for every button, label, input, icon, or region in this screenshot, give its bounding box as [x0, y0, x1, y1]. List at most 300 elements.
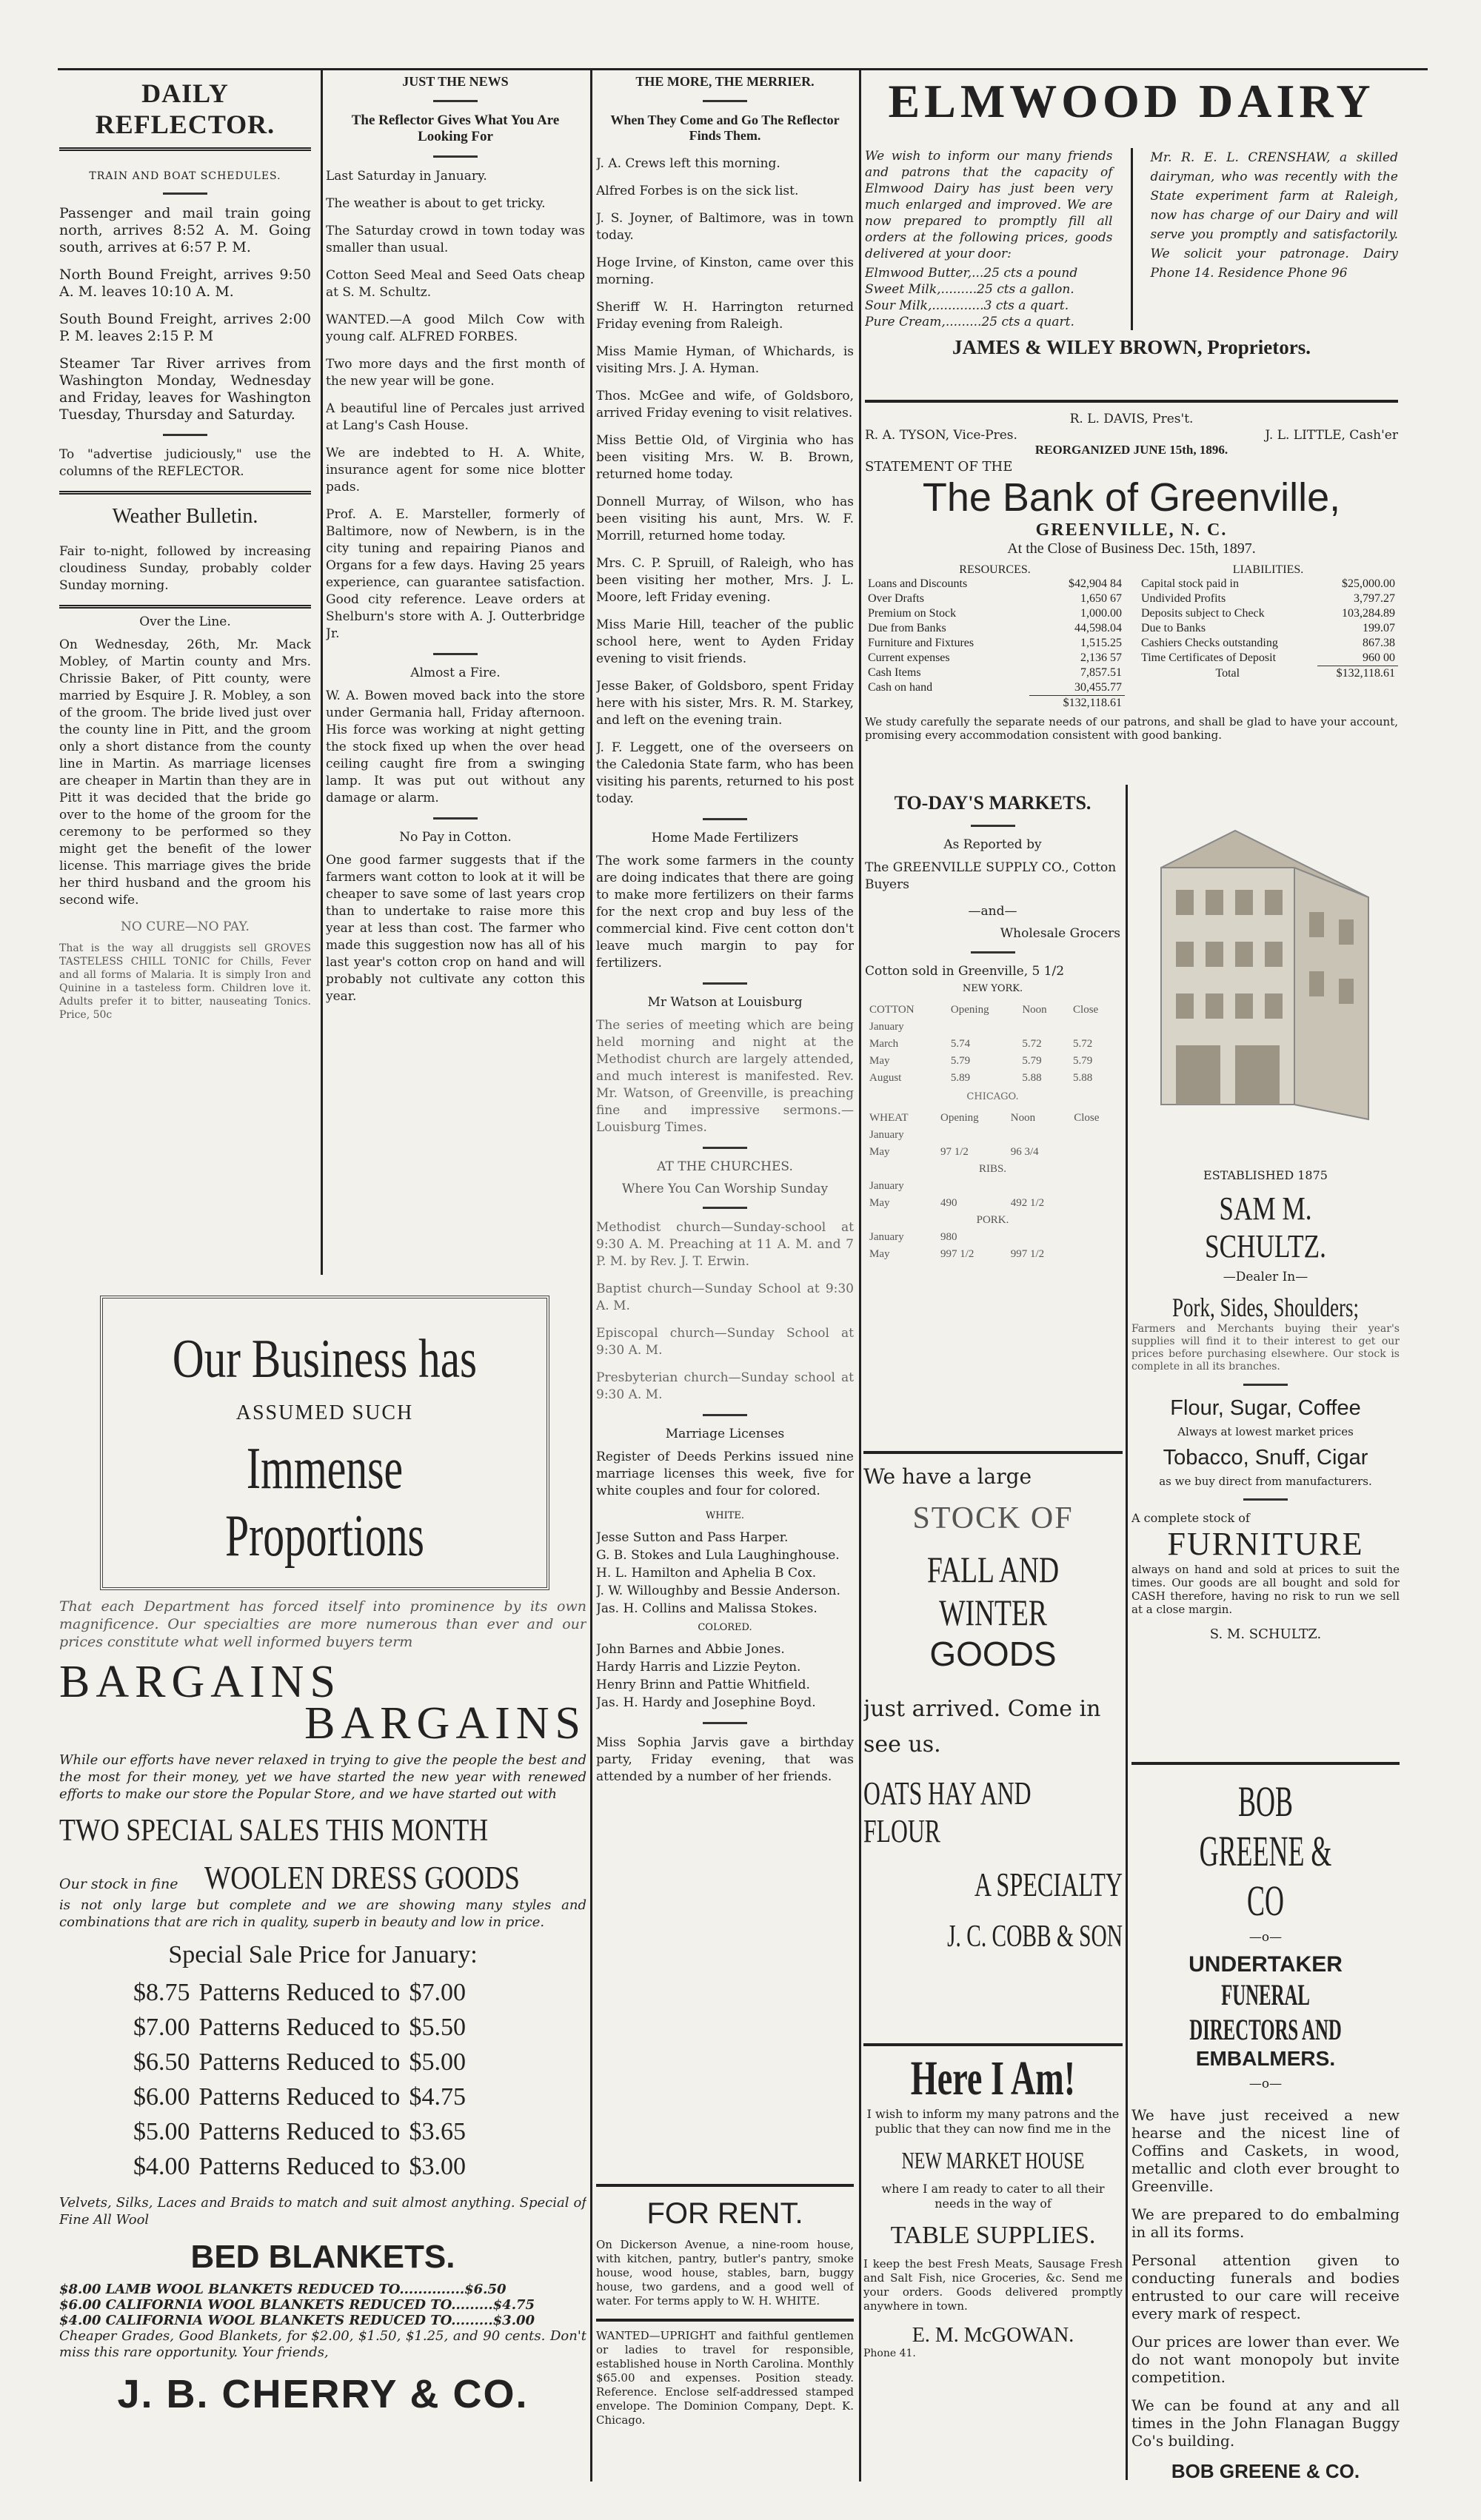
blankets-heading: BED BLANKETS. — [190, 2239, 455, 2275]
woolen-goods: WOOLEN DRESS GOODS — [204, 1860, 520, 1896]
fertilizers-text: The work some farmers in the county are doing indicates that there are going to make more fertilizers on their farms for the next crop and buy less of the commercial kind. Five cent cotton don't leave much margin to pay for fertilizers. — [596, 854, 854, 971]
markets-heading: TO-DAY'S MARKETS. — [894, 792, 1091, 814]
dairy-price: Pure Cream,.........25 cts a quart. — [865, 315, 1074, 329]
market-header-cell: Noon — [1010, 1112, 1036, 1124]
market-header-row — [865, 1002, 1120, 1019]
market-cell — [1069, 1195, 1120, 1212]
bank-close-date: At the Close of Business Dec. 15th, 1897. — [1007, 540, 1256, 557]
ledger-label: Due from Banks — [868, 622, 946, 634]
here-text-3: I keep the best Fresh Meats, Sausage Fresh and Salt Fish, nice Groceries, &c. Send me your orders. Goods delivered promptly anywhere in town. — [863, 2257, 1123, 2313]
news-item: A beautiful line of Percales just arrived at Lang's Cash House. — [326, 401, 585, 433]
license-item: J. W. Willoughby and Bessie Anderson. — [596, 1584, 840, 1598]
schultz-tobacco: Tobacco, Snuff, Cigar — [1163, 1446, 1368, 1470]
pattern-row — [133, 2080, 586, 2114]
news-subheading: The Reflector Gives What You Are Looking For — [351, 113, 560, 144]
bank-name: The Bank of Greenville, — [922, 475, 1341, 520]
market-cell — [1006, 1229, 1069, 1246]
greene-signature: BOB GREENE & CO. — [1171, 2460, 1360, 2482]
bank-footer: We study carefully the separate needs of our patrons, and shall be glad to have your account, promising every accommodation consistent with good banking. — [865, 715, 1398, 742]
market-cell: 997 1/2 — [940, 1248, 974, 1260]
watson-text: The series of meeting which are being held morning and night at the Methodist church are largely attended, and much interest is manifested. Rev. Mr. Watson, of Greenville, is preaching fine and impressive sermons.—Louisburg Times. — [596, 1018, 854, 1135]
bargains-2: BARGAINS — [304, 1698, 586, 1749]
ledger-label: Loans and Discounts — [868, 577, 968, 590]
market-cell: August — [869, 1072, 902, 1084]
news-item: WANTED.—A good Milch Cow with young calf. ALFRED FORBES. — [326, 312, 585, 344]
fire-heading: Almost a Fire. — [410, 666, 501, 680]
greene-paragraph: We can be found at any and all times in the John Flanagan Buggy Co's building. — [1131, 2396, 1400, 2450]
schedules-heading: TRAIN AND BOAT SCHEDULES. — [89, 170, 281, 182]
church-item: Methodist church—Sunday-school at 9:30 A. M. Preaching at 11 A. M. and 7 P. M. by Rev. J. T. Erwin. — [596, 1220, 854, 1269]
market-header-cell: WHEAT — [869, 1112, 909, 1124]
ledger-total: $132,118.61 — [1029, 696, 1125, 711]
greene-paragraph: Our prices are lower than ever. We do not want monopoly but invite competition. — [1131, 2333, 1400, 2386]
church-item: Presbyterian church—Sunday school at 9:30 A. M. — [596, 1370, 854, 1402]
news-item: Two more days and the first month of the new year will be gone. — [326, 357, 585, 389]
blanket-line: $6.00 CALIFORNIA WOOL BLANKETS REDUCED TO.........$4.75 — [59, 2297, 535, 2313]
colored-label: COLORED. — [698, 1622, 752, 1633]
white-label: WHITE. — [705, 1510, 745, 1521]
wanted-text: WANTED—UPRIGHT and faithful gentlemen or ladies to travel for responsible, established house in North Carolina. Monthly $65.00 and expenses. Position steady. Reference. Enclose self-addressed stamped envelope. The Dominion Company, Dept. K. Chicago. — [596, 2329, 854, 2427]
ledger-label: Capital stock paid in — [1141, 577, 1239, 590]
velvets-text: Velvets, Silks, Laces and Braids to match and suit almost anything. Special of Fine All Wool — [59, 2195, 586, 2228]
dairy-proprietors: JAMES & WILEY BROWN, Proprietors. — [952, 336, 1311, 358]
license-item: Hardy Harris and Lizzie Peyton. — [596, 1660, 801, 1675]
pattern-row — [133, 2149, 586, 2184]
pattern-label: Patterns Reduced to — [198, 2153, 401, 2180]
schultz-ad — [1131, 786, 1400, 1756]
cobb-goods: GOODS — [929, 1635, 1057, 1673]
market-label: RIBS. — [978, 1163, 1007, 1175]
dairy-price: Sweet Milk,.........25 cts a gallon. — [865, 282, 1074, 297]
market-cell: 980 — [940, 1231, 957, 1243]
woolen-text: is not only large but complete and we are showing many styles and combinations that are rich in quality, superb in beauty and low in price. — [59, 1897, 586, 1930]
market-cell: 5.79 — [1073, 1055, 1093, 1067]
market-row — [865, 1246, 1120, 1263]
license-item: H. L. Hamilton and Aphelia B Cox. — [596, 1566, 817, 1581]
ledger-amount: 103,284.89 — [1342, 607, 1395, 620]
market-cell — [1069, 1229, 1120, 1246]
market-header-cell: COTTON — [869, 1004, 915, 1016]
pattern-label: Patterns Reduced to — [198, 2014, 401, 2041]
ledger-total-label: Total — [1215, 666, 1240, 680]
market-cell — [936, 1178, 1006, 1195]
over-line-heading: Over the Line. — [139, 614, 231, 629]
personal-item: Mrs. C. P. Spruill, of Raleigh, who has been visiting her mother, Mrs. J. L. Moore, left Friday evening. — [596, 556, 854, 605]
two-sales: TWO SPECIAL SALES THIS MONTH — [59, 1814, 489, 1848]
pattern-label: Patterns Reduced to — [198, 1979, 401, 2006]
divider — [703, 1722, 747, 1724]
paragraph: South Bound Freight, arrives 2:00 P. M. leaves 2:15 P. M — [59, 311, 311, 344]
license-item: Jas. H. Collins and Malissa Stokes. — [596, 1601, 818, 1616]
stock-fine: Our stock in fine — [59, 1876, 178, 1892]
here-signature: E. M. McGOWAN. — [912, 2324, 1074, 2347]
market-cell: 490 — [940, 1197, 957, 1209]
markets-grocers: Wholesale Grocers — [1000, 926, 1120, 941]
divider — [703, 1414, 747, 1416]
pattern-label: Patterns Reduced to — [198, 2083, 401, 2111]
market-cell: January — [869, 1129, 904, 1141]
cobb-specialty: A SPECIALTY — [974, 1866, 1123, 1903]
divider — [703, 818, 747, 820]
personal-item: Hoge Irvine, of Kinston, came over this morning. — [596, 255, 854, 287]
news-item: Cotton Seed Meal and Seed Oats cheap at S. M. Schultz. — [326, 268, 585, 300]
ledger-row — [865, 680, 1125, 696]
market-row — [865, 1019, 1120, 1036]
cherry-intro: That each Department has forced itself into prominence by its own magnificence. Our specialties are more numerous than ever and our prices constitute what well informed buyers term — [59, 1598, 586, 1650]
cherry-ad — [59, 1288, 586, 2480]
market-cell: January — [869, 1180, 904, 1192]
market-row — [865, 1195, 1120, 1212]
market-cell: March — [869, 1038, 899, 1050]
greene-dash-2: —o— — [1248, 2077, 1283, 2091]
market-cell: May — [869, 1248, 890, 1260]
ledger-amount: 199.07 — [1363, 622, 1395, 634]
market-cell: May — [869, 1055, 890, 1067]
bank-cashier: J. L. LITTLE, Cash'er — [1265, 428, 1398, 443]
blanket-line: $4.00 CALIFORNIA WOOL BLANKETS REDUCED TO.........$3.00 — [59, 2313, 535, 2328]
paragraph: Steamer Tar River arrives from Washington Monday, Wednesday and Friday, leaves for Washington Tuesday, Thursday and Saturday. — [59, 355, 311, 423]
reported-by: As Reported by — [943, 837, 1042, 852]
ledger-label: Undivided Profits — [1141, 592, 1226, 605]
greene-paragraph: We are prepared to do embalming in all its forms. — [1131, 2205, 1400, 2241]
pattern-row — [133, 2010, 586, 2045]
cotton-local: Cotton sold in Greenville, 5 1/2 — [865, 964, 1065, 979]
divider — [433, 653, 478, 655]
market-cell: 5.88 — [1022, 1072, 1042, 1084]
market-cell — [1006, 1178, 1069, 1195]
market-cell: 5.89 — [950, 1072, 971, 1084]
ledger-label: Due to Banks — [1141, 622, 1206, 634]
ledger-amount: $25,000.00 — [1342, 577, 1395, 590]
here-i-am-title: Here I Am! — [910, 2051, 1076, 2105]
pattern-row — [133, 2045, 586, 2080]
greene-paragraph: Personal attention given to conducting funerals and bodies entrusted to our care will receive every mark of respect. — [1131, 2251, 1400, 2322]
pattern-new-price: $3.65 — [409, 2118, 466, 2145]
column-rule — [321, 68, 323, 1275]
ledger-row — [865, 592, 1125, 606]
greene-undertaker: UNDERTAKER — [1189, 1952, 1343, 1977]
market-cell — [1069, 1127, 1120, 1144]
cherry-signature: J. B. CHERRY & CO. — [117, 2372, 529, 2416]
market-cell: 5.79 — [1022, 1055, 1042, 1067]
market-cell: May — [869, 1146, 890, 1158]
no-cure-heading: NO CURE—NO PAY. — [121, 919, 250, 934]
pattern-new-price: $5.50 — [409, 2014, 466, 2041]
market-cell: January — [869, 1021, 904, 1033]
churches-sub: Where You Can Worship Sunday — [621, 1182, 829, 1196]
cobb-intro: We have a large — [863, 1464, 1032, 1489]
cotton-text: One good farmer suggests that if the farmers want cotton to look at it will be cheaper to save some of last years crop than to undertake to raise more this year at less than cost. The farmer who made this suggestion now has all of his last year's cotton crop on hand and will probably not cultivate any cotton this year. — [326, 853, 585, 1004]
paragraph: To "advertise judiciously," use the columns of the REFLECTOR. — [59, 447, 311, 479]
greene-embalmers: EMBALMERS. — [1195, 2047, 1336, 2070]
schultz-furniture-text: always on hand and sold at prices to suit the times. Our goods are all bought and sold for CASH therefore, having no risk to run we sell at a close margin. — [1131, 1563, 1400, 1616]
pattern-new-price: $7.00 — [409, 1979, 466, 2006]
double-rule — [59, 491, 311, 495]
bank-statement-of: STATEMENT OF THE — [865, 459, 1013, 475]
resources-heading: RESOURCES. — [959, 563, 1031, 576]
paragraph: Passenger and mail train going north, arrives 8:52 A. M. Going south, arrives at 6:57 P. M. — [59, 205, 311, 255]
special-sale: Special Sale Price for January: — [168, 1941, 478, 1968]
cobb-just-arrived: just arrived. Come in see us. — [863, 1696, 1101, 1757]
divider — [703, 1207, 747, 1209]
here-market: NEW MARKET HOUSE — [901, 2147, 1085, 2174]
markets-firm: The GREENVILLE SUPPLY CO., Cotton Buyers — [865, 860, 1117, 892]
bank-reorganized: REORGANIZED JUNE 15th, 1896. — [1034, 443, 1228, 457]
markets-and: —and— — [968, 904, 1017, 919]
bank-statement — [865, 400, 1398, 780]
chicago-label: CHICAGO. — [966, 1091, 1019, 1102]
headline-proportions: Immense Proportions — [225, 1436, 424, 1569]
headline-assumed: ASSUMED SUCH — [235, 1401, 414, 1424]
ledger-label: Cash Items — [868, 666, 921, 679]
market-cell — [1017, 1019, 1069, 1036]
bank-president: R. L. DAVIS, Pres't. — [1069, 412, 1194, 426]
market-cell — [1006, 1127, 1069, 1144]
ledger-label: Cash on hand — [868, 681, 933, 694]
churches-heading: AT THE CHURCHES. — [657, 1159, 793, 1174]
market-cell — [936, 1127, 1006, 1144]
ledger-total-label — [865, 696, 1029, 711]
dairy-price: Elmwood Butter,...25 cts a pound — [865, 266, 1078, 281]
schultz-dealer: —Dealer In— — [1223, 1270, 1308, 1284]
column-rule — [859, 68, 861, 2482]
market-label: PORK. — [976, 1214, 1009, 1226]
new-york-label: NEW YORK. — [962, 983, 1023, 994]
paragraph: North Bound Freight, arrives 9:50 A. M. leaves 10:10 A. M. — [59, 267, 311, 300]
news-item: Prof. A. E. Marsteller, formerly of Baltimore, now of Newbern, is in the city tuning and repairing Pianos and Organs for a few days. Having 25 years experience, can guarantee satisfaction. Good city reference. Leave orders at Shelburn's store with A. J. Outterbridge Jr. — [326, 507, 585, 641]
pattern-label: Patterns Reduced to — [198, 2118, 401, 2145]
liabilities-heading: LIABILITIES. — [1232, 563, 1304, 576]
schultz-items: Pork, Sides, Shoulders; — [1171, 1293, 1360, 1322]
schultz-farmers: Farmers and Merchants buying their year's supplies will find it to their interest to get our prices before purchasing elsewhere. Our stock is complete in all its branches. — [1131, 1323, 1400, 1373]
liabilities-table — [1138, 577, 1398, 681]
greene-ad — [1131, 1762, 1400, 2483]
ledger-amount: 2,136 57 — [1080, 651, 1122, 664]
ledger-label: Deposits subject to Check — [1141, 607, 1265, 620]
pattern-old-price: $5.00 — [133, 2118, 190, 2145]
ledger-label: Premium on Stock — [868, 607, 957, 620]
chicago-table — [865, 1110, 1120, 1263]
personal-item: Sheriff W. H. Harrington returned Friday evening from Raleigh. — [596, 300, 854, 332]
ledger-label: Cashiers Checks outstanding — [1141, 637, 1278, 649]
ledger-total: $132,118.61 — [1317, 666, 1398, 682]
market-header-row — [865, 1110, 1120, 1127]
divider — [703, 1147, 747, 1149]
ledger-amount: 7,857.51 — [1080, 666, 1122, 679]
greene-paragraph: We have just received a new hearse and the nicest line of Coffins and Caskets, in wood, metallic and cloth ever brought to Greenville. — [1131, 2106, 1400, 2195]
pattern-list — [133, 1975, 586, 2184]
news-heading: JUST THE NEWS — [402, 74, 509, 89]
market-header-cell: Opening — [940, 1112, 979, 1124]
weather-text: Fair to-night, followed by increasing cloudiness Sunday, probably colder Sunday morning. — [59, 544, 311, 593]
ledger-row — [1138, 621, 1398, 636]
market-row — [865, 1036, 1120, 1053]
market-header-cell: Noon — [1022, 1004, 1047, 1016]
personal-item: Alfred Forbes is on the sick list. — [596, 184, 799, 198]
market-header-cell: Close — [1073, 1004, 1099, 1016]
schultz-flour: Flour, Sugar, Coffee — [1170, 1396, 1361, 1420]
market-cell: 5.72 — [1073, 1038, 1093, 1050]
licenses-heading: Marriage Licenses — [665, 1427, 785, 1441]
building-illustration — [1146, 808, 1385, 1164]
blanket-line: $8.00 LAMB WOOL BLANKETS REDUCED TO..............$6.50 — [59, 2282, 507, 2297]
dairy-price: Sour Milk,.............3 cts a quart. — [865, 298, 1069, 313]
building-engraving — [1146, 808, 1385, 1164]
column-rule — [1126, 785, 1128, 2480]
ledger-row — [1138, 592, 1398, 606]
divider — [1243, 1384, 1288, 1386]
pattern-label: Patterns Reduced to — [198, 2048, 401, 2076]
ledger-amount: 1,515.25 — [1080, 637, 1122, 649]
licenses-text: Register of Deeds Perkins issued nine marriage licenses this week, five for white couples and four for colored. — [596, 1450, 854, 1498]
personal-item: Miss Marie Hill, teacher of the public school here, went to Ayden Friday evening to visit friends. — [596, 617, 854, 666]
divider — [433, 100, 478, 102]
ledger-amount: 44,598.04 — [1074, 622, 1122, 634]
pattern-new-price: $5.00 — [409, 2048, 466, 2076]
market-header-cell: Close — [1074, 1112, 1100, 1124]
schultz-name: SAM M. SCHULTZ. — [1205, 1190, 1326, 1264]
fertilizers-heading: Home Made Fertilizers — [651, 831, 799, 845]
for-rent-title: FOR RENT. — [646, 2197, 803, 2230]
divider — [971, 951, 1015, 954]
market-row — [865, 1053, 1120, 1070]
pattern-new-price: $3.00 — [409, 2153, 466, 2180]
license-item: John Barnes and Abbie Jones. — [596, 1642, 785, 1657]
watson-heading: Mr Watson at Louisburg — [647, 995, 803, 1010]
market-cell: 5.79 — [950, 1055, 971, 1067]
dairy-right-text: Mr. R. E. L. CRENSHAW, a skilled dairyman, who was recently with the State experiment farm at Raleigh, now has charge of our Dairy and will serve you promptly and satisfactorily. We solicit your patronage. Dairy Phone 14. Residence Phone 96 — [1150, 150, 1398, 281]
market-row — [865, 1144, 1120, 1161]
mcgowan-ad — [863, 2043, 1123, 2483]
cobb-oats: OATS HAY AND FLOUR — [863, 1775, 1032, 1849]
market-row — [865, 1229, 1120, 1246]
fire-text: W. A. Bowen moved back into the store under Germania hall, Friday afternoon. His force was working at night getting the stock fixed up when the over head ceiling caught fire from a swinging lamp. It was put out without any damage or alarm. — [326, 688, 585, 805]
personal-item: J. S. Joyner, of Baltimore, was in town today. — [596, 211, 854, 243]
here-supplies: TABLE SUPPLIES. — [890, 2222, 1096, 2249]
here-text-2: where I am ready to cater to all their needs in the way of — [881, 2182, 1105, 2211]
headline-business: Our Business has — [172, 1329, 478, 1390]
dairy-ad — [865, 74, 1398, 400]
for-rent-text: On Dickerson Avenue, a nine-room house, with kitchen, pantry, butler's pantry, smoke house, wood house, stables, barn, buggy house, two gardens, and a good well of water. For terms apply to W. H. WHITE. — [596, 2238, 854, 2308]
weather-heading: Weather Bulletin. — [112, 505, 258, 528]
markets — [865, 786, 1120, 1438]
cotton-table — [865, 1002, 1120, 1087]
divider — [1243, 1498, 1288, 1501]
market-cell: 96 3/4 — [1010, 1146, 1039, 1158]
personal-item: Miss Mamie Hyman, of Whichards, is visiting Mrs. J. A. Hyman. — [596, 344, 854, 376]
ledger-amount: 1,650 67 — [1080, 592, 1122, 605]
pattern-row — [133, 1975, 586, 2010]
cobb-firm: J. C. COBB & SON — [947, 1920, 1123, 1954]
personal-item: Thos. McGee and wife, of Goldsboro, arrived Friday evening to visit relatives. — [596, 389, 854, 420]
cotton-heading: No Pay in Cotton. — [399, 830, 512, 845]
schultz-signature: S. M. SCHULTZ. — [1209, 1626, 1322, 1642]
here-text-1: I wish to inform my many patrons and the public that they can now find me in the — [866, 2107, 1120, 2136]
over-line-text: On Wednesday, 26th, Mr. Mack Mobley, of Martin county and Mrs. Chrissie Baker, of Pitt county, were married by Esquire J. R. Mobley, a son of the groom. The bride lived just over the county line in Pitt, and the groom only a short distance from the county line in Martin. As marriage licenses are cheaper in Martin than they are in Pitt it was decided that the bride go over to the home of the groom for the ceremony to be performed so they might get the benefit of the lower license. This marriage gives the bride her third husband and the groom his second wife. — [59, 637, 311, 908]
news-item: The Saturday crowd in town today was smaller than usual. — [326, 224, 585, 255]
market-cell — [1069, 1144, 1120, 1161]
market-row — [865, 1178, 1120, 1195]
column-rule — [590, 68, 592, 2482]
ledger-amount: $42,904 84 — [1069, 577, 1122, 590]
rule — [596, 2319, 854, 2322]
pattern-old-price: $4.00 — [133, 2153, 190, 2180]
pattern-old-price: $6.00 — [133, 2083, 190, 2111]
divider — [433, 817, 478, 820]
ledger-label: Furniture and Fixtures — [868, 637, 974, 649]
pattern-old-price: $7.00 — [133, 2014, 190, 2041]
dairy-left-text: We wish to inform our many friends and patrons that the capacity of Elmwood Dairy has just been very much enlarged and improved. We are now prepared to promptly fill all orders at the following prices, goods delivered at your door: — [865, 149, 1113, 261]
ledger-row — [865, 606, 1125, 621]
for-rent-ad — [596, 2184, 854, 2483]
ledger-row — [865, 666, 1125, 680]
market-cell: 5.72 — [1022, 1038, 1042, 1050]
cobb-fall-winter: FALL AND WINTER — [926, 1549, 1060, 1633]
pattern-new-price: $4.75 — [409, 2083, 466, 2111]
market-header-cell: Opening — [950, 1004, 989, 1016]
column-3 — [596, 74, 854, 2176]
pattern-row — [133, 2114, 586, 2149]
license-item: Jesse Sutton and Pass Harper. — [596, 1530, 789, 1545]
cobb-stock-of: STOCK OF — [912, 1501, 1074, 1535]
double-rule — [59, 605, 311, 609]
market-cell: 997 1/2 — [1010, 1248, 1045, 1260]
cherry-effort: While our efforts have never relaxed in trying to give the people the best and the most for their money, yet we have started the new year with renewed efforts to make our store the Popular Store, and we have started out with — [59, 1752, 586, 1802]
divider — [703, 982, 747, 985]
resources-table — [865, 577, 1125, 711]
column-1 — [59, 78, 311, 1270]
market-cell — [1069, 1178, 1120, 1195]
greene-directors: FUNERAL DIRECTORS AND — [1189, 1978, 1342, 2046]
dairy-title: ELMWOOD DAIRY — [888, 75, 1375, 127]
greene-dash: —o— — [1248, 1930, 1283, 1945]
schultz-lowest: Always at lowest market prices — [1177, 1425, 1354, 1438]
market-row — [865, 1070, 1120, 1087]
schultz-complete: A complete stock of — [1131, 1511, 1250, 1525]
cobb-ad — [863, 1451, 1123, 2083]
divider — [163, 434, 207, 436]
market-cell: 5.88 — [1073, 1072, 1093, 1084]
news-item: Last Saturday in January. — [326, 169, 487, 184]
bank-city: GREENVILLE, N. C. — [1035, 520, 1228, 540]
divider — [433, 155, 478, 158]
more-merrier-sub: When They Come and Go The Reflector Finds Them. — [610, 113, 840, 143]
ledger-amount: 30,455.77 — [1074, 681, 1122, 694]
paper-title: DAILY REFLECTOR. — [59, 78, 311, 151]
bank-vice-pres: R. A. TYSON, Vice-Pres. — [865, 428, 1017, 443]
ledger-row — [1138, 606, 1398, 621]
market-cell: 5.74 — [950, 1038, 971, 1050]
market-row — [865, 1127, 1120, 1144]
market-cell: 97 1/2 — [940, 1146, 969, 1158]
ledger-row — [1138, 636, 1398, 651]
ledger-amount: 960 00 — [1363, 651, 1395, 664]
birthday-text: Miss Sophia Jarvis gave a birthday party, Friday evening, that was attended by a number of her friends. — [596, 1735, 854, 1784]
ledger-total-row — [1138, 666, 1398, 682]
ledger-row — [865, 577, 1125, 592]
market-cell — [1069, 1019, 1120, 1036]
bargains-1: BARGAINS — [59, 1657, 341, 1707]
church-item: Baptist church—Sunday School at 9:30 A. M. — [596, 1281, 854, 1313]
market-cell — [1069, 1246, 1120, 1263]
market-label-row — [865, 1161, 1120, 1178]
market-cell — [946, 1019, 1017, 1036]
schultz-furniture: FURNITURE — [1167, 1526, 1364, 1562]
market-cell: January — [869, 1231, 904, 1243]
personal-item: J. A. Crews left this morning. — [596, 156, 780, 171]
market-cell: 492 1/2 — [1010, 1197, 1045, 1209]
personal-item: Donnell Murray, of Wilson, who has been visiting his aunt, Mrs. W. F. Morrill, returned home today. — [596, 495, 854, 543]
